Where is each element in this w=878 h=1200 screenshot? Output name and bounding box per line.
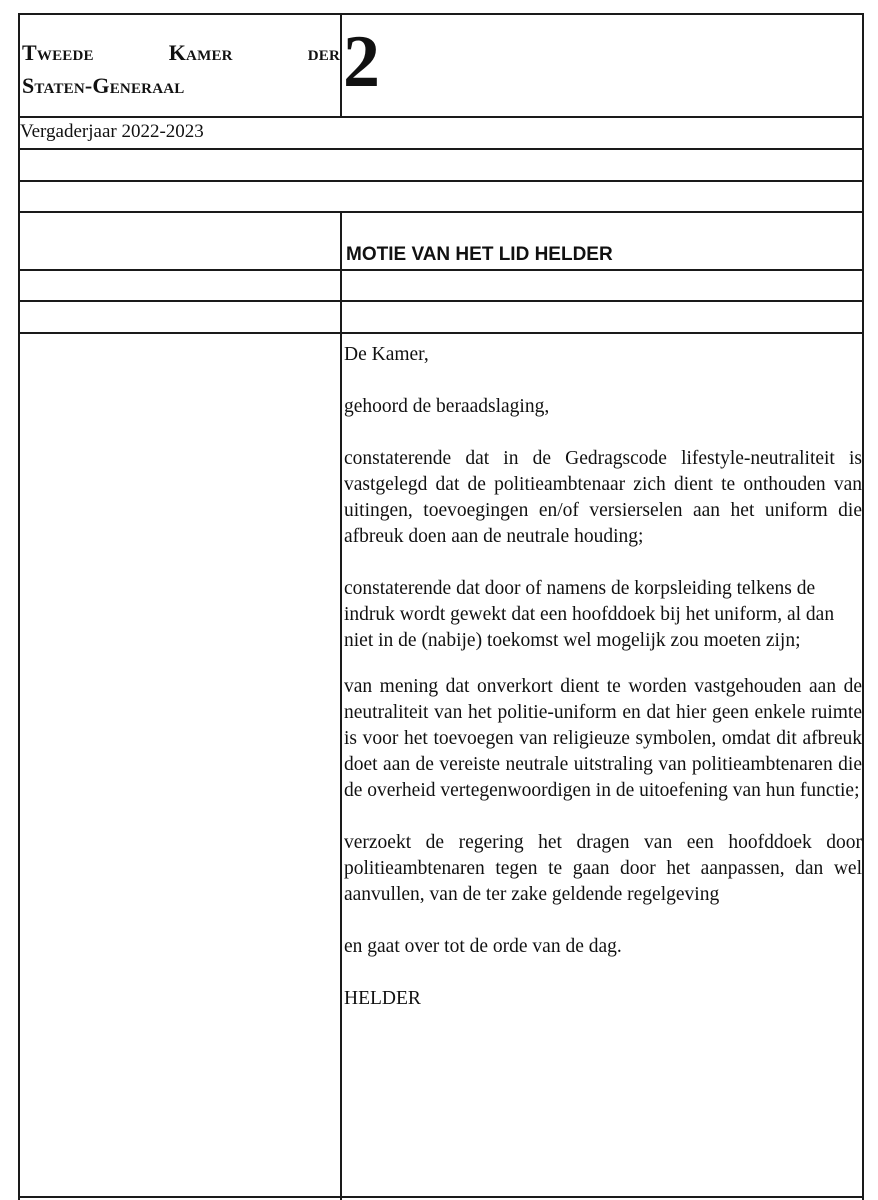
motion-paragraph: constaterende dat in de Gedragscode lifestyle-neutraliteit is vastgelegd dat de politieambtenaar zich dient te onthouden van uitingen, toevoegingen en/of versierselen aan het uniform die afbreuk doen aan de neutrale houding; (344, 448, 862, 547)
row-divider-4 (18, 211, 864, 213)
motion-paragraph: van mening dat onverkort dient te worden vastgehouden aan de neutraliteit van het politie-uniform en dat hier geen enkele ruimte is voor het toevoegen van religieuze symbolen, omdat dit afbreuk doet aan de vereiste neutrale uitstraling van politieambtenaren die de overheid vertegenwoordigen in de uitoefening van hun functie; (344, 676, 862, 801)
table-border-right (862, 13, 864, 1200)
row-divider-3 (18, 180, 864, 182)
motion-paragraph: gehoord de beraadslaging, (344, 396, 550, 417)
table-border-top (18, 13, 864, 15)
motion-body (344, 342, 862, 1038)
motion-title: MOTIE VAN HET LID HELDER (346, 244, 613, 265)
row-divider-2 (18, 148, 864, 150)
motion-paragraph: verzoekt de regering het dragen van een hoofddoek door politieambtenaren tegen te gaan door het aanpassen, dan wel aanvullen, van de ter zake geldende regelgeving (344, 832, 862, 905)
row-divider-bottom (18, 1196, 864, 1198)
organization-name-line1: Tweede Kamer der (22, 40, 340, 65)
row-divider-7 (18, 332, 864, 334)
column-divider-top (340, 13, 342, 116)
document-number: 2 (343, 21, 380, 103)
organization-name-line2: Staten-Generaal (22, 73, 185, 98)
motion-paragraph: constaterende dat door of namens de korpsleiding telkens de indruk wordt gewekt dat een hoofddoek bij het uniform, al dan niet in de (nabije) toekomst wel mogelijk zou moeten zijn; (344, 578, 835, 651)
column-divider-main (340, 211, 342, 1200)
row-divider-6 (18, 300, 864, 302)
motion-paragraph: en gaat over tot de orde van de dag. (344, 936, 622, 957)
table-border-left (18, 13, 20, 1200)
salutation: De Kamer, (344, 344, 429, 365)
organization-name (22, 36, 340, 102)
session-year: Vergaderjaar 2022-2023 (20, 121, 204, 142)
row-divider-5 (18, 269, 864, 271)
row-divider-1 (18, 116, 864, 118)
signatory: HELDER (344, 988, 421, 1009)
